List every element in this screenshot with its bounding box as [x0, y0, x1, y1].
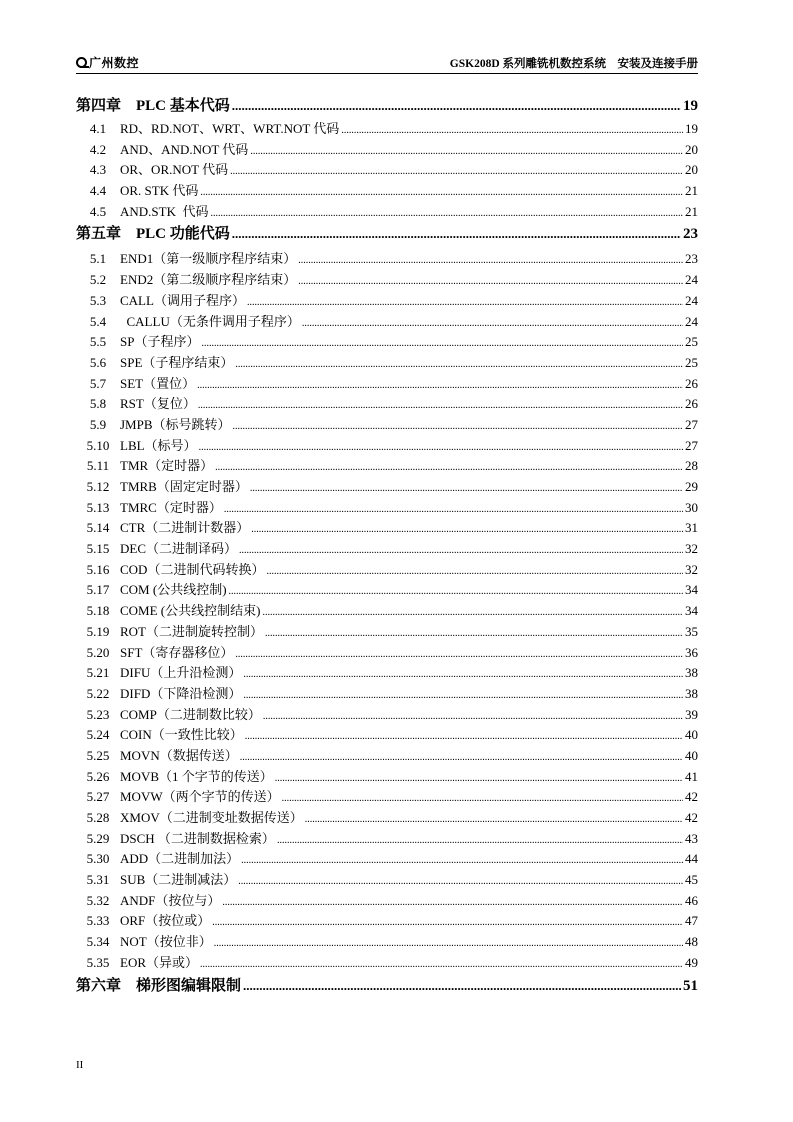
dot-leader — [199, 438, 683, 454]
section-title: END2（第二级顺序程序结束） — [120, 272, 297, 288]
section-number: 5.24 — [86, 727, 110, 743]
section-title: DIFD（下降沿检测） — [120, 685, 242, 701]
dot-leader — [251, 520, 683, 536]
section-page: 36 — [685, 644, 698, 660]
section-number: 5.12 — [86, 479, 110, 494]
dot-leader — [215, 458, 683, 474]
dot-leader — [233, 417, 683, 433]
section-title: COM (公共线控制) — [120, 582, 227, 598]
section-page: 45 — [685, 872, 698, 888]
dot-leader — [250, 479, 683, 495]
toc-entry[interactable] — [76, 766, 698, 787]
toc-chapter-5[interactable] — [76, 222, 698, 248]
section-number: 5.31 — [86, 872, 110, 888]
section-number: 5.35 — [86, 954, 110, 970]
header-divider — [76, 73, 698, 74]
toc-entry[interactable] — [76, 910, 698, 931]
dot-leader — [224, 500, 683, 516]
chapter-title: 第六章 梯形图编辑限制 — [76, 977, 242, 994]
dot-leader — [247, 293, 683, 309]
toc-entry[interactable] — [76, 159, 698, 180]
toc-entry[interactable] — [76, 248, 698, 269]
toc-entry[interactable] — [76, 455, 698, 476]
toc-entry[interactable] — [76, 331, 698, 352]
section-page: 24 — [685, 313, 698, 329]
section-page: 29 — [685, 479, 698, 494]
section-number: 4.1 — [89, 121, 107, 136]
toc-entry[interactable] — [76, 139, 698, 160]
section-title: TMR（定时器） — [120, 458, 214, 474]
section-title: CALL（调用子程序） — [120, 292, 245, 308]
toc-entry[interactable] — [76, 931, 698, 952]
section-number: 5.27 — [86, 789, 110, 805]
dot-leader — [275, 769, 683, 785]
section-title: LBL（标号） — [120, 437, 197, 453]
section-number: 5.30 — [86, 851, 110, 867]
section-page: 40 — [685, 747, 698, 763]
section-title: COMP（二进制数比较） — [120, 706, 261, 722]
section-number: 5.11 — [86, 458, 110, 474]
section-number: 5.4 — [89, 313, 107, 329]
page-header — [76, 54, 698, 72]
section-title: XMOV（二进制变址数据传送） — [120, 810, 303, 825]
toc-entry[interactable] — [76, 559, 698, 580]
toc-section-list-4 — [76, 118, 698, 221]
section-number: 5.34 — [86, 934, 110, 950]
section-number: 4.3 — [89, 162, 107, 178]
section-number: 5.18 — [86, 603, 110, 619]
section-number: 5.13 — [86, 499, 110, 515]
chapter-title: 第四章 PLC 基本代码 — [76, 98, 230, 114]
section-title: ANDF（按位与） — [120, 892, 221, 908]
gsk-logo-icon — [76, 57, 87, 68]
toc-entry[interactable] — [76, 311, 698, 332]
section-number: 5.3 — [89, 292, 107, 308]
section-page: 32 — [685, 561, 698, 577]
section-number: 5.29 — [86, 830, 110, 846]
dot-leader — [241, 851, 683, 867]
toc-entry[interactable] — [76, 435, 698, 456]
section-page: 35 — [685, 623, 698, 639]
section-page: 25 — [685, 354, 698, 370]
section-page: 21 — [685, 183, 698, 199]
toc-chapter-4[interactable] — [76, 94, 698, 118]
section-title: COD（二进制代码转换） — [120, 561, 265, 577]
table-of-contents — [76, 94, 698, 1000]
dot-leader — [229, 582, 683, 598]
section-page: 38 — [685, 665, 698, 681]
section-title: SP（子程序） — [120, 334, 200, 350]
toc-entry[interactable] — [76, 393, 698, 414]
dot-leader — [235, 355, 683, 371]
toc-entry[interactable] — [76, 373, 698, 394]
section-page: 24 — [685, 292, 698, 308]
toc-section-list-5 — [76, 248, 698, 972]
section-title: END1（第一级顺序程序结束） — [120, 251, 297, 267]
section-number: 4.4 — [89, 183, 107, 199]
toc-entry[interactable] — [76, 828, 698, 849]
section-number: 4.2 — [89, 141, 107, 157]
section-page: 48 — [685, 934, 698, 950]
dot-leader — [302, 314, 683, 330]
section-title: CTR（二进制计数器） — [120, 520, 250, 536]
dot-leader — [230, 162, 683, 178]
dot-leader — [238, 872, 683, 888]
toc-entry[interactable] — [76, 600, 698, 621]
section-number: 5.14 — [86, 520, 110, 536]
section-title: ROT（二进制旋转控制） — [120, 623, 264, 639]
section-title: JMPB（标号跳转） — [120, 416, 231, 432]
section-title: ORF（按位或） — [120, 913, 211, 929]
section-title: MOVW（两个字节的传送） — [120, 789, 280, 805]
section-number: 5.32 — [86, 892, 110, 908]
section-title: CALLU（无条件调用子程序） — [120, 313, 300, 329]
section-number: 5.25 — [86, 747, 110, 763]
dot-leader — [250, 142, 683, 158]
section-number: 5.17 — [86, 582, 110, 598]
section-page: 27 — [685, 416, 698, 432]
toc-entry[interactable] — [76, 579, 698, 600]
section-number: 5.26 — [86, 768, 110, 784]
section-title: DIFU（上升沿检测） — [120, 665, 242, 681]
section-page: 34 — [685, 603, 698, 619]
dot-leader — [305, 810, 683, 826]
dot-leader — [232, 98, 681, 115]
section-number: 5.33 — [86, 913, 110, 929]
toc-entry[interactable] — [76, 538, 698, 559]
dot-leader — [262, 603, 683, 619]
page-number: II — [76, 1059, 84, 1071]
dot-leader — [263, 707, 683, 723]
dot-leader — [200, 955, 683, 971]
section-title: DEC（二进制译码） — [120, 541, 238, 557]
toc-entry[interactable] — [76, 683, 698, 704]
section-title: AND.STK 代码 — [120, 203, 209, 219]
section-page: 26 — [685, 396, 698, 412]
toc-entry[interactable] — [76, 290, 698, 311]
section-page: 30 — [685, 499, 698, 515]
section-page: 43 — [685, 830, 698, 846]
section-page: 20 — [685, 141, 698, 157]
section-title: RST（复位） — [120, 396, 196, 412]
toc-entry[interactable] — [76, 621, 698, 642]
section-page: 49 — [685, 954, 698, 970]
section-title: ADD（二进制加法） — [120, 851, 240, 867]
toc-entry[interactable] — [76, 180, 698, 201]
dot-leader — [201, 334, 683, 350]
dot-leader — [298, 251, 683, 267]
dot-leader — [245, 727, 683, 743]
dot-leader — [210, 204, 683, 220]
section-number: 5.2 — [89, 272, 107, 288]
toc-entry[interactable] — [76, 848, 698, 869]
toc-entry[interactable] — [76, 662, 698, 683]
toc-entry[interactable] — [76, 807, 698, 828]
section-title: DSCH （二进制数据检索） — [120, 830, 275, 846]
section-title: SET（置位） — [120, 375, 196, 391]
section-page: 41 — [685, 768, 698, 784]
section-title: OR、OR.NOT 代码 — [120, 162, 229, 178]
section-title: TMRB（固定定时器） — [120, 479, 248, 494]
toc-entry[interactable] — [76, 724, 698, 745]
toc-entry[interactable] — [76, 414, 698, 435]
section-number: 5.22 — [86, 685, 110, 701]
toc-entry[interactable] — [76, 118, 698, 139]
section-number: 4.5 — [89, 203, 107, 219]
toc-entry[interactable] — [76, 269, 698, 290]
section-page: 27 — [685, 437, 698, 453]
section-number: 5.21 — [86, 665, 110, 681]
section-title: AND、AND.NOT 代码 — [120, 141, 249, 157]
dot-leader — [239, 541, 683, 557]
section-title: OR. STK 代码 — [120, 183, 199, 199]
section-page: 38 — [685, 685, 698, 701]
dot-leader — [222, 893, 683, 909]
toc-entry[interactable] — [76, 352, 698, 373]
logo-text: 广州数控 — [89, 55, 140, 70]
section-number: 5.1 — [89, 251, 107, 267]
section-title: SFT（寄存器移位） — [120, 644, 234, 660]
dot-leader — [341, 121, 683, 137]
section-title: COME (公共线控制结束) — [120, 603, 261, 619]
section-number: 5.19 — [86, 623, 110, 639]
section-page: 31 — [685, 520, 698, 536]
section-page: 47 — [685, 913, 698, 929]
section-title: MOVB（1 个字节的传送） — [120, 768, 273, 784]
dot-leader — [214, 934, 683, 950]
section-title: MOVN（数据传送） — [120, 747, 238, 763]
section-page: 42 — [685, 810, 698, 825]
toc-entry[interactable] — [76, 201, 698, 222]
section-number: 5.16 — [86, 561, 110, 577]
section-page: 32 — [685, 541, 698, 557]
section-page: 28 — [685, 458, 698, 474]
toc-entry[interactable] — [76, 704, 698, 725]
dot-leader — [240, 748, 683, 764]
section-number: 5.23 — [86, 706, 110, 722]
company-logo — [76, 54, 139, 70]
chapter-title: 第五章 PLC 功能代码 — [76, 226, 230, 243]
section-title: COIN（一致性比较） — [120, 727, 243, 743]
section-page: 46 — [685, 892, 698, 908]
section-number: 5.15 — [86, 541, 110, 557]
header-title: GSK208D 系列雕铣机数控系统 安装及连接手册 — [449, 58, 698, 70]
chapter-page: 19 — [683, 98, 698, 114]
dot-leader — [212, 913, 683, 929]
section-number: 5.5 — [89, 334, 107, 350]
dot-leader — [200, 183, 683, 199]
section-title: NOT（按位非） — [120, 934, 212, 950]
section-number: 5.20 — [86, 644, 110, 660]
dot-leader — [235, 645, 683, 661]
section-page: 23 — [685, 251, 698, 267]
section-number: 5.28 — [86, 810, 110, 825]
dot-leader — [282, 789, 683, 805]
dot-leader — [298, 272, 683, 288]
section-page: 39 — [685, 706, 698, 722]
section-page: 25 — [685, 334, 698, 350]
section-number: 5.10 — [86, 437, 110, 453]
chapter-page: 51 — [683, 977, 698, 994]
toc-entry[interactable] — [76, 517, 698, 538]
section-title: TMRC（定时器） — [120, 499, 222, 515]
dot-leader — [266, 562, 683, 578]
section-page: 20 — [685, 162, 698, 178]
section-title: EOR（异或） — [120, 954, 199, 970]
toc-entry[interactable] — [76, 476, 698, 497]
section-title: RD、RD.NOT、WRT、WRT.NOT 代码 — [120, 121, 340, 136]
section-number: 5.8 — [89, 396, 107, 412]
section-page: 21 — [685, 203, 698, 219]
section-number: 5.9 — [89, 416, 107, 432]
section-page: 40 — [685, 727, 698, 743]
section-page: 34 — [685, 582, 698, 598]
chapter-page: 23 — [683, 226, 698, 243]
section-number: 5.6 — [89, 354, 107, 370]
toc-entry[interactable] — [76, 786, 698, 807]
toc-entry[interactable] — [76, 890, 698, 911]
section-title: SPE（子程序结束） — [120, 354, 234, 370]
toc-entry[interactable] — [76, 642, 698, 663]
section-number: 5.7 — [89, 375, 107, 391]
toc-entry[interactable] — [76, 869, 698, 890]
dot-leader — [197, 376, 683, 392]
section-title: SUB（二进制减法） — [120, 872, 237, 888]
section-page: 44 — [685, 851, 698, 867]
toc-chapter-6[interactable] — [76, 974, 698, 1000]
toc-entry[interactable] — [76, 952, 698, 973]
dot-leader — [243, 978, 681, 995]
dot-leader — [243, 665, 683, 681]
dot-leader — [265, 624, 683, 640]
toc-entry[interactable] — [76, 745, 698, 766]
section-page: 19 — [685, 121, 698, 136]
toc-entry[interactable] — [76, 497, 698, 518]
section-page: 26 — [685, 375, 698, 391]
dot-leader — [232, 226, 681, 243]
dot-leader — [198, 396, 683, 412]
section-page: 42 — [685, 789, 698, 805]
dot-leader — [277, 831, 683, 847]
section-page: 24 — [685, 272, 698, 288]
dot-leader — [243, 686, 683, 702]
